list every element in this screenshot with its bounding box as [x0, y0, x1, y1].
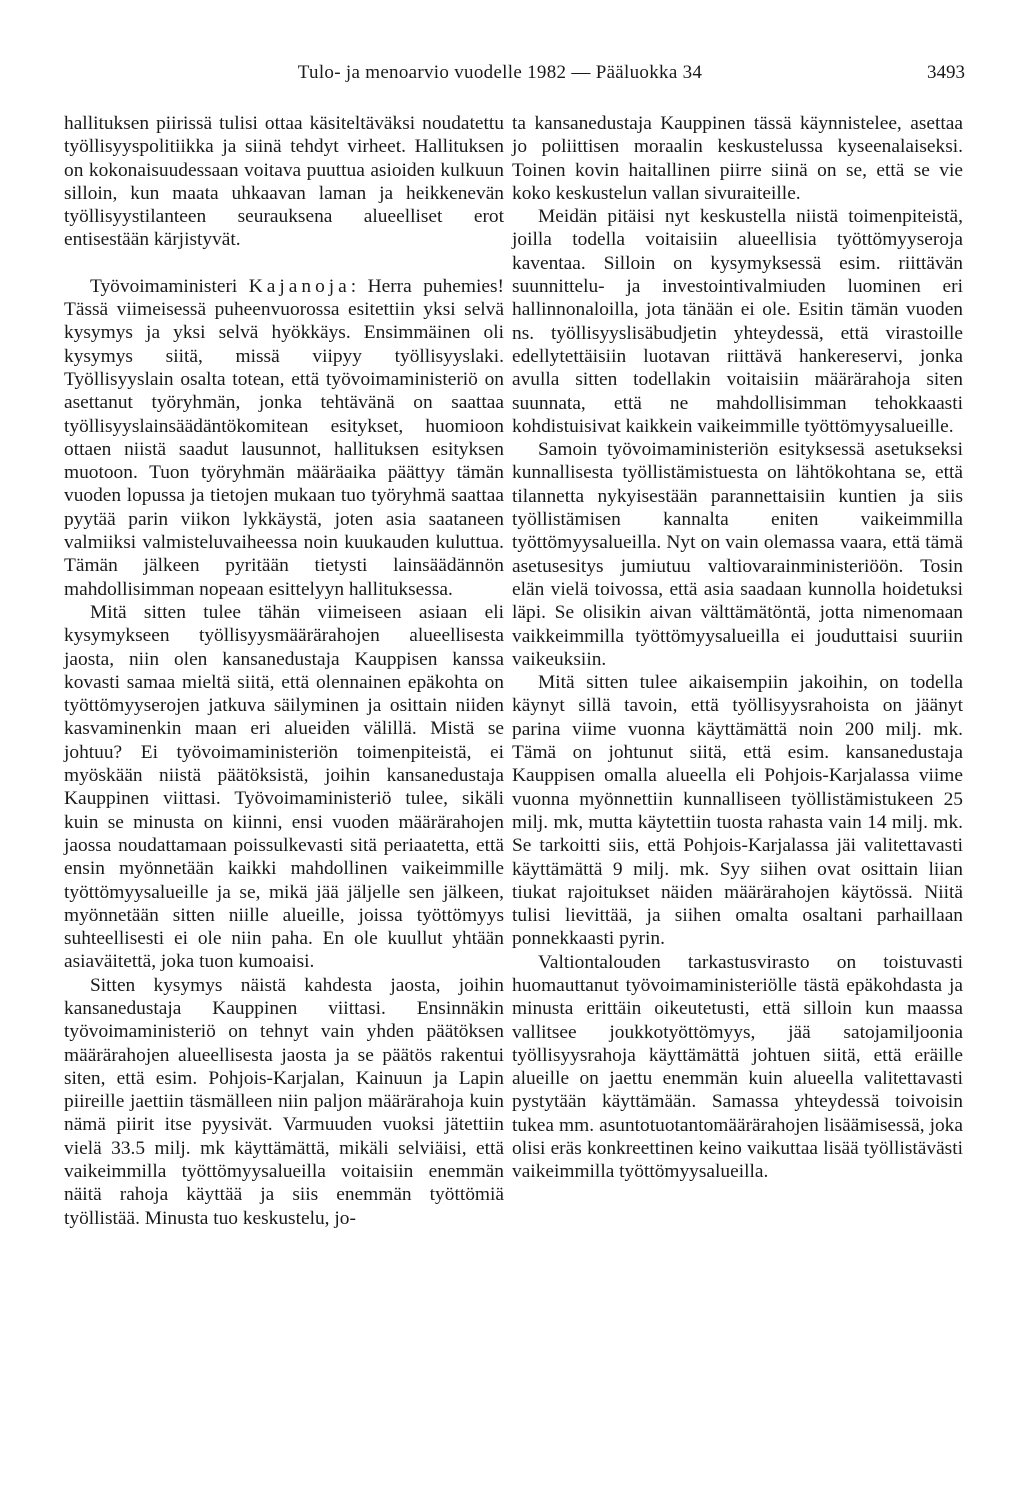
page-number: 3493	[927, 62, 965, 83]
paragraph: Valtiontalouden tarkastusvirasto on toistuvasti huomauttanut työvoimaministeriölle tästä epäkohdasta ja minusta erittäin oikeutetusti, että silloin kun maassa vallitsee joukkotyöttömyys, jää satojamiljoonia työllisyysrahoja käyttämättä johtuen siitä, että eräille alueille on jaettu enemmän kuin alueella valitettavasti pystytään käyttämään. Samassa yhteydessä toivoisin tukea mm. asuntotuotantomäärärahojen lisäämisessä, joka olisi eräs konkreettinen keino vaikuttaa lisää työllistävästi vaikeimmilla työttömyysalueilla.	[512, 951, 963, 1183]
paragraph: Sitten kysymys näistä kahdesta jaosta, joihin kansanedustaja Kauppinen viittasi. Ensinnäkin työvoimaministeriö on tehnyt vain yhden päätöksen määrärahojen alueellisesta jaosta ja se päätös rakentui siten, että esim. Pohjois-Karjalan, Kainuun ja Lapin piireille jaettiin täsmälleen niin paljon määrärahoja kuin nämä piirit itse pyysivät. Varmuuden vuoksi jätettiin vielä 33.5 milj. mk käyttämättä, mikäli selviäisi, että vaikeimmilla työttömyysalueilla voitaisiin enemmän näitä rahoja käyttää ja siis enemmän työttömiä työllistää. Minusta tuo keskustelu, jo-	[64, 974, 504, 1229]
left-column	[64, 112, 504, 1230]
paragraph: Mitä sitten tulee tähän viimeiseen asiaan eli kysymykseen työllisyysmäärärahojen alueellisesta jaosta, niin olen kansanedustaja Kauppisen kanssa kovasti samaa mieltä siitä, että olennainen epäkohta on työttömyyserojen jatkuva säilyminen ja osittain niiden kasvaminenkin maan eri alueiden välillä. Mistä se johtuu? Ei työvoimaministeriön toimenpiteistä, ei myöskään niistä päätöksistä, joihin kansanedustaja Kauppinen viittasi. Työvoimaministeriö tulee, sikäli kuin se minusta on kiinni, ensi vuoden määrärahojen jaossa noudattamaan poissulkevasti sitä periaatetta, että ensin myönnetään kaikki mahdollinen vaikeimmille työttömyysalueille ja se, mikä jää jäljelle sen jälkeen, myönnetään sitten niille alueille, joissa työttömyys suhteellisesti ei ole niin paha. En ole kuullut yhtään asiaväitettä, joka tuon kumoaisi.	[64, 601, 504, 973]
paragraph: Meidän pitäisi nyt keskustella niistä toimenpiteistä, joilla todella voitaisiin alueellisia työttömyyseroja kaventaa. Silloin on kysymyksessä esim. riittävän suunnittelu- ja investointivalmiuden luominen eri hallinnonaloilla, jota tänään ei ole. Esitin tämän vuoden ns. työllisyyslisäbudjetin yhteydessä, että virastoille edellytettäisiin luotavan riittävä hankereservi, jonka avulla sitten todellakin voitaisiin määrärahoja siten suunnata, että ne mahdollisimman tehokkaasti kohdistuisivat kaikkein vaikeimmille työttömyysalueille.	[512, 206, 963, 437]
paragraph: ta kansanedustaja Kauppinen tässä käynnistelee, asettaa jo poliittisen moraalin keskustelussa kyseenalaiseksi. Toinen kovin haitallinen piirre siinä on se, että se vie koko keskustelun vallan sivuraiteille.	[512, 113, 963, 204]
paragraph: hallituksen piirissä tulisi ottaa käsiteltäväksi noudatettu työllisyyspolitiikka ja siinä tehdyt virheet. Hallituksen on kokonaisuudessaan voitava puuttua asioiden kulkuun silloin, kun maata uhkaavan laman ja heikkenevän työllisyystilanteen seurauksena alueelliset erot entisestään kärjistyvät.	[64, 113, 504, 251]
right-column	[512, 112, 963, 1184]
speaker-name: Kajanoja	[248, 275, 351, 297]
paragraph: Mitä sitten tulee aikaisempiin jakoihin, on todella käynyt sillä tavoin, että työllisyysrahoista on jäänyt parina viime vuonna käyttämättä noin 200 milj. mk. Tämä on johtunut siitä, että esim. kansanedustaja Kauppisen omalla alueella eli Pohjois-Karjalassa viime vuonna myönnettiin kunnalliseen työllistämistukeen 25 milj. mk, mutta käytettiin tuosta rahasta vain 14 milj. mk. Se tarkoitti siis, että Pohjois-Karjalassa jäi valitettavasti käyttämättä 9 milj. mk. Syy siihen ovat osittain liian tiukat rajoitukset näiden määrärahojen käytössä. Niitä tulisi lievittää, ja siihen omalta osaltani parhaillaan ponnekkaasti pyrin.	[512, 672, 963, 950]
page-header	[0, 62, 1024, 92]
speaker-role: Työvoimaministeri	[90, 275, 249, 297]
speech-text: : Herra puhemies! Tässä viimeisessä puheenvuorossa esitettiin yksi selvä kysymys ja yksi selvä hyökkäys. Ensimmäinen oli kysymys siitä, missä viipyy työllisyyslaki. Työllisyyslain osalta totean, että työvoimaministeriö on asettanut työryhmän, jonka tehtävänä on saattaa työllisyyslainsäädäntökomitean esitykset, huomioon ottaen niistä saadut lausunnot, hallituksen esityksen muotoon. Tuon työryhmän määräaika päättyy tämän vuoden lopussa ja tietojen mukaan tuo työryhmä saattaa pyytää parin viikon lykkäystä, joten asia saataneen valmiiksi valmisteluvaiheessa noin kuukauden kuluttua. Tämän jälkeen pyritään tietysti lainsäädännön mahdollisimman nopeaan esittelyyn hallituksessa.	[64, 275, 504, 600]
running-title: Tulo- ja menoarvio vuodelle 1982 — Pääluokka 34	[297, 62, 703, 83]
speaker-paragraph	[64, 275, 504, 601]
paragraph: Samoin työvoimaministeriön esityksessä asetukseksi kunnallisesta työllistämistuesta on lähtökohtana se, että tilannetta nykyisestään parannettaisiin kuntien ja siis työllistämisen kannalta eniten vaikeimmilla työttömyysalueilla. Nyt on vain olemassa vaara, että tämä asetusesitys jumiutuu valtiovarainministeriöön. Tosin elän vielä toivossa, että asia saadaan kunnolla hoidetuksi läpi. Se olisikin aivan välttämätöntä, jotta nimenomaan vaikkeimmilla työttömyysalueilla ei jouduttaisi suuriin vaikeuksiin.	[512, 439, 963, 670]
